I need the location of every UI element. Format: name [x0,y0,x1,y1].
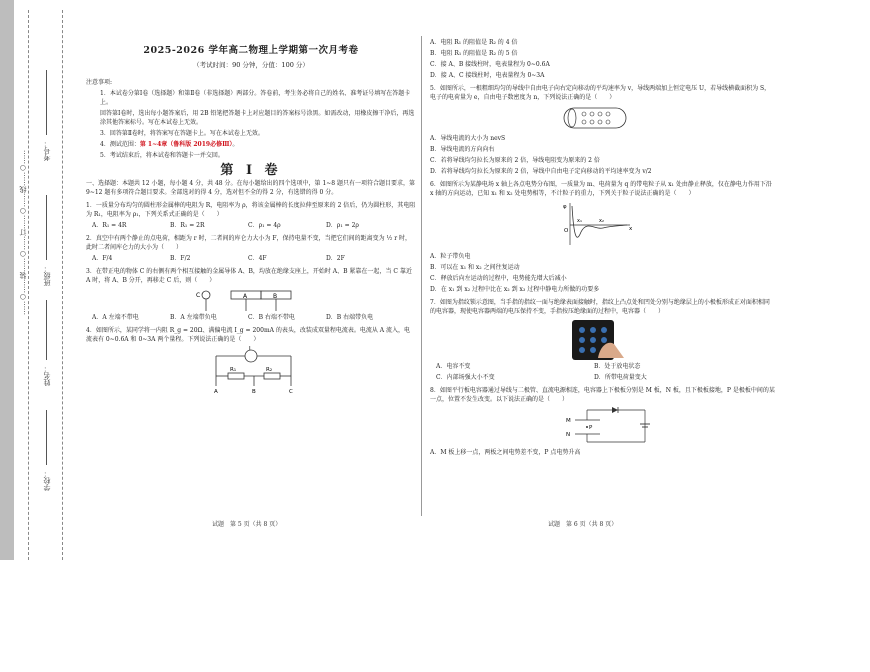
school-field: 学校： [43,470,51,491]
q1-option-b: B．R₁ = 2R [170,222,205,229]
label-c: C [196,292,201,299]
question-2-options [86,254,416,263]
q6-option-b: B．可以在 x₁ 和 x₂ 之间往复运动 [430,264,520,271]
wire-cross-section [568,109,576,127]
q6-option-d: D．在 x₁ 到 x₂ 过程中比在 x₂ 到 x₃ 过程中静电力所做的功要多 [430,286,600,293]
label-p: P [589,425,593,431]
label-current: I [249,346,251,352]
question-7-options [430,362,775,382]
q6-option-a: A．粒子带负电 [430,253,471,260]
q2-option-b: B．F/2 [170,255,191,262]
binding-strip [0,0,14,560]
question-5-options [430,134,775,176]
q5-option-b: B．导线电流的方向向右 [430,146,495,153]
q5-option-a: A．导线电流的大小为 nevS [430,135,506,142]
note-2-part-b: 2B 铅笔把答题卡上对应题目的答案标号涂黑。如需改动，用橡皮擦干净后，再选涂其他答案标号。写在本试卷上无效。 [100,110,415,126]
seal-line-label: ……○……装……○……订……○……线……○…… [19,150,27,315]
note-4-suffix: 。 [232,141,239,148]
note-4 [86,140,416,149]
q1-option-a: A．R₁ = 4R [92,222,127,229]
note-4-prefix: 4．测试范围： [100,141,140,148]
q3-option-c: C．B 右端不带电 [248,314,295,321]
charged-sphere-c [202,291,210,299]
footer-left: 试题 第 5 页（共 8 页） [212,521,282,528]
terminal-b: B [252,389,256,394]
q1-option-c: C．ρ₁ = 4ρ [248,222,281,229]
right-column [430,36,775,459]
question-7: 7．如图为指纹锁示意图，当手指的指纹一面与绝缘表面接触时，指纹上凸点处和凹处分别与绝缘层上的小极板形成正对面积相同的电容器，现使电容器两端的电压保持不变，手指按压绝缘面的过程中，电容器（ ） [430,299,770,315]
test-scope: 第 1~4章（鲁科版 2019必修Ⅲ） [139,141,233,148]
wire-body [564,108,626,128]
note-5: 5．考试结束后，将本试卷和答题卡一并交回。 [100,152,224,159]
q3-option-b: B．A 左端带负电 [170,314,217,321]
left-column [86,36,416,394]
section-title: 第 Ⅰ 卷 [220,163,282,178]
point-p [586,426,588,428]
label-x1: x₁ [577,218,582,224]
question-5: 5．如图所示，一根粗细均匀的导线中自由电子向右定向移动的平均速率为 v，导线两端加上恒定电压 U，若导线横截面积为 S，电子的电荷量为 e，自由电子数密度为 n，下列说法正确的是（ ） [430,85,771,101]
free-electrons [582,112,610,124]
q2-option-d: D．2F [326,255,345,262]
notes-heading: 注意事项: [86,79,113,86]
column-divider [421,36,422,516]
q1-option-d: D．ρ₁ = 2ρ [326,222,359,229]
exam-info: （考试时间：90 分钟，分值：100 分） [193,61,309,69]
resistor-r2 [264,373,280,379]
q4-option-a: A．电阻 R₁ 的阻值是 R₂ 的 4 倍 [430,39,518,46]
label-origin: O [564,228,569,234]
diode-icon [612,407,618,413]
note-2-part-a: 回答第Ⅰ卷时，选出每小题答案后，用 [100,110,199,117]
label-a: A [243,293,248,300]
label-r1: R₁ [230,367,237,373]
question-8: 8．如图平行板电容器通过导线与二极管、直流电源相连，电容器上下极板分别是 M 板，N 板，且下极板接地，P 是极板中间的某一点，位置不发生改变。以下说法正确的是（ ） [430,387,775,403]
section-intro: 一、选择题：本题共 12 小题，每小题 4 分，共 48 分。在每小题给出的四个选项中，第 1~8 题只有一项符合题目要求，第 9~12 题有多项符合题目要求。全部选对的得 4 分，选对但不全的得 2 分，有选错的得 0 分。 [86,180,416,196]
question-3: 3．在带正电的物体 C 的右侧有两个相互接触的金属导体 A、B，均放在绝缘支座上，开始时 A、B 紧靠在一起，当 C 靠近 A 时，将 A、B 分开，再移走 C 后，则（ ） [86,268,412,284]
footer-right: 试题 第 6 页（共 8 页） [548,521,618,528]
q4-option-c: C．接 A、B 接线柱时，电表量程为 0~0.6A [430,61,550,68]
label-b: B [273,293,278,300]
question-1: 1．一质量分布均匀的圆柱形金属棒的电阻为 R，电阻率为 ρ，将该金属棒的长度拉伸至原来的 2 倍后，仍为圆柱形，其电阻为 R₁，电阻率为 ρ₁，下列关系式正确的是（ ） [86,202,416,218]
note-3: 3．回答第Ⅱ卷时，将答案写在答题卡上。写在本试卷上无效。 [100,130,264,137]
q2-option-a: A．F/4 [92,255,113,262]
resistor-r1 [228,373,244,379]
galvanometer-icon [245,350,257,362]
school-line [46,410,47,465]
note-1: 1．本试卷分第Ⅰ卷（选择题）和第Ⅱ卷（非选择题）两部分。答卷前，考生务必将自己的姓名、准考证号填写在答题卡上。 [100,90,411,106]
question-4-options [430,38,775,80]
label-n: N [566,432,571,438]
question-6-options [430,252,775,294]
q3-option-d: D．B 右端带负电 [326,314,374,321]
q8-capacitor-figure [560,406,650,446]
q4-circuit-figure [206,346,306,394]
question-3-options [86,313,416,322]
q5-option-c: C．若将导线均匀拉长为原来的 2 倍，导线电阻变为原来的 2 倍 [430,157,600,164]
q5-option-d: D．若将导线均匀拉长为原来的 2 倍，导线中自由电子定向移动的平均速率变为 v/2 [430,168,652,175]
q5-wire-figure [560,104,630,132]
exam-title: 2025-2026 学年高二物理上学期第一次月考卷 [143,45,359,56]
q3-option-a: A．A 左端不带电 [92,314,139,321]
binding-dashed-line-inner [62,10,63,560]
label-x2: x₂ [599,218,604,224]
class-field: 班级： [43,265,51,286]
question-4: 4．如图所示，某同学将一内阻 R_g = 20Ω、满偏电流 I_g = 200mA 的表头，改装成双量程电流表。电流从 A 流入，电流表有 0~0.6A 和 0~3A 两个量程。下列说法正确的是（ ） [86,327,411,343]
label-r2: R₂ [266,367,273,373]
q7-option-b: B．处于放电状态 [594,363,641,370]
q6-potential-graph [555,200,635,250]
label-x: x [629,226,633,232]
q7-option-a: A．电容不变 [436,363,471,370]
note-2 [86,109,416,127]
class-line [46,195,47,260]
binding-dashed-line [28,10,29,560]
exam-number-line [46,70,47,135]
name-field: 姓名： [43,365,51,386]
q7-option-c: C．内部场强大小不变 [436,374,495,381]
label-m: M [566,418,571,424]
q7-fingerprint-lock-figure [568,318,628,362]
question-2: 2．真空中有两个静止的点电荷，相距为 r 时，二者间的库仑力大小为 F，保持电量不变，当把它们间的距离变为 ½ r 时，此时二者间库仑力的大小为（ ） [86,235,411,251]
name-line [46,300,47,360]
label-phi: φ [563,204,567,210]
terminal-c: C [289,389,293,394]
q4-option-d: D．接 A、C 接线柱时，电表量程为 0~3A [430,72,545,79]
q4-option-b: B．电阻 R₁ 的阻值是 R₂ 的 5 倍 [430,50,518,57]
question-1-options [86,221,416,230]
terminal-a: A [214,389,218,394]
q8-option-a: A．M 板上移一点，两板之间电势差不变，P 点电势升高 [430,449,581,456]
q3-figure [196,287,316,313]
q2-option-c: C．4F [248,255,267,262]
q7-option-d: D．所带电荷量变大 [594,374,647,381]
exam-number-field: 考号： [43,140,51,161]
question-6: 6．如图所示为某静电场 x 轴上各点电势分布图，一质量为 m、电荷量为 q 的带电粒子从 x₁ 处由静止释放，仅在静电力作用下沿 x 轴的方向运动，已知 x₁ 和 x₂ 处电势相等，不计粒子的重力，下列关于粒子说法正确的是（ ） [430,181,772,197]
q6-option-c: C．释放后向左运动的过程中，电势能先增大后减小 [430,275,567,282]
